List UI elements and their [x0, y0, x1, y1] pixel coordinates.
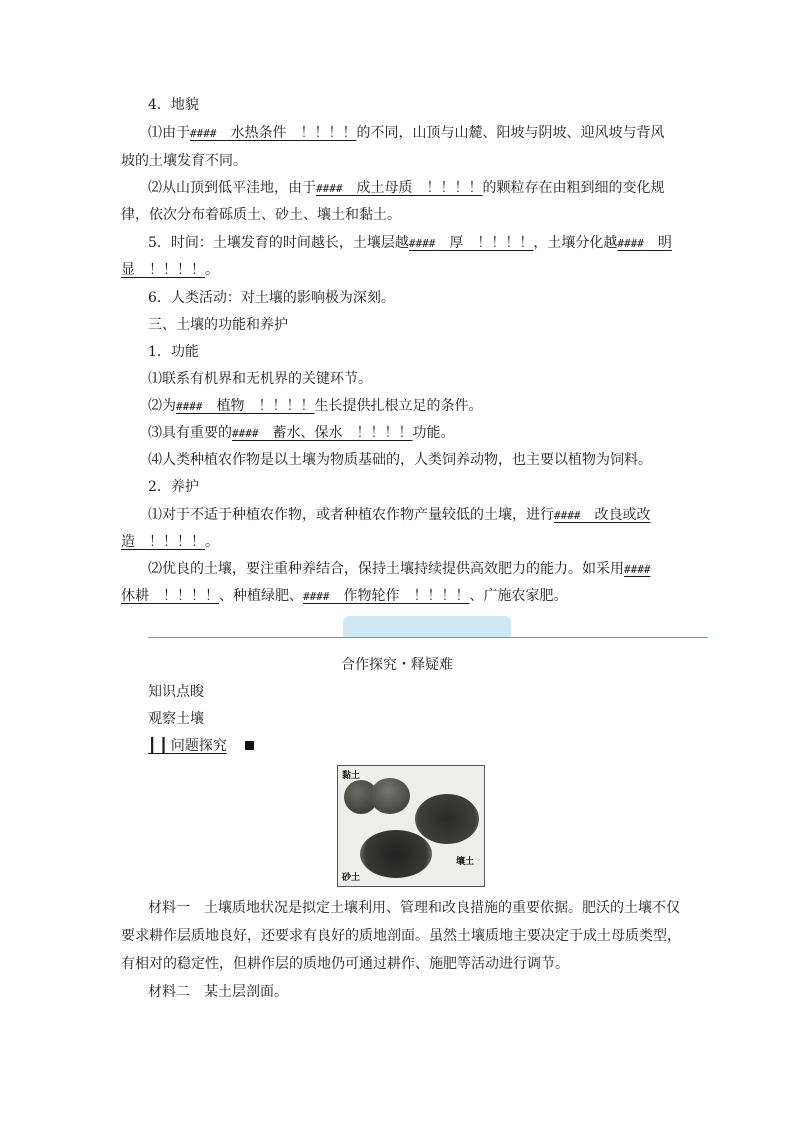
observe-label: 观察土壤	[148, 711, 204, 727]
answer-blank: 蓄水、保水 ！！！！	[258, 425, 413, 441]
section-tab-decoration	[343, 616, 511, 637]
subheading-landform: 4．地貌	[148, 97, 199, 113]
paragraph-line: ⑴对于不适于种植农作物，或者种植农作物产量较低的土壤，进行#### 改良或改	[148, 507, 651, 523]
paragraph-line: 显 ！！！！。	[121, 262, 219, 278]
paragraph-line: ⑷人类种植农作物是以土壤为物质基础的，人类饲养动物，也主要以植物为饲料。	[148, 452, 652, 468]
paragraph-line: 6．人类活动：对土壤的影响极为深刻。	[148, 290, 395, 306]
section-title: 合作探究・释疑难	[341, 657, 453, 673]
material-one-line: 材料一 土壤质地状况是拟定土壤利用、管理和改良措施的重要依据。肥沃的土壤不仅	[148, 900, 680, 916]
answer-blank: 水热条件 ！！！！	[216, 125, 357, 141]
paragraph-line: ⑴联系有机界和无机界的关键环节。	[148, 371, 372, 387]
answer-blank: 造 ！！！！	[121, 534, 205, 550]
answer-blank: 休耕 ！！！！	[121, 588, 219, 604]
paragraph-line: 5．时间：土壤发育的时间越长，土壤层越#### 厚 ！！！！，土壤分化越#### 明	[148, 235, 672, 251]
material-one-line: 要求耕作层质地良好，还要求有良好的质地剖面。虽然土壤质地主要决定于成土母质类型，	[121, 928, 681, 944]
paragraph-line: ⑶具有重要的#### 蓄水、保水 ！！！！功能。	[148, 425, 455, 441]
label-sand: 砂土	[342, 873, 361, 883]
loam-pile	[415, 794, 479, 844]
subheading-care: 2．养护	[148, 479, 199, 495]
section-heading: 三、土壤的功能和养护	[148, 317, 288, 333]
clay-sample	[370, 778, 410, 814]
section-divider	[148, 637, 708, 638]
paragraph-line: 休耕 ！！！！、种植绿肥、#### 作物轮作 ！！！！、广施农家肥。	[121, 588, 568, 604]
subheading-function: 1．功能	[148, 344, 199, 360]
knowledge-label: 知识点睃	[148, 684, 204, 700]
material-two-line: 材料二 某土层剖面。	[148, 984, 288, 1000]
bars-icon: ┃┃	[148, 738, 171, 754]
square-icon	[245, 741, 254, 750]
soil-samples-photo	[337, 765, 485, 887]
paragraph-line: 律，依次分布着砾质土、砂土、壤土和黏土。	[121, 207, 401, 223]
label-clay: 黏土	[342, 771, 361, 781]
problem-heading: ┃┃问题探究	[148, 736, 254, 756]
sand-pile	[360, 830, 432, 878]
label-loam: 壤土	[456, 857, 475, 867]
paragraph-line: ⑴由于#### 水热条件 ！！！！的不同，山顶与山麓、阳坡与阴坡、迎风坡与背风	[148, 125, 665, 141]
paragraph-line: ⑵优良的土壤，要注重种养结合，保持土壤持续提供高效肥力的能力。如采用####	[148, 561, 651, 577]
answer-blank: 显 ！！！！	[121, 262, 205, 278]
material-one-line: 有相对的稳定性，但耕作层的质地仍可通过耕作、施肥等活动进行调节。	[121, 956, 569, 972]
paragraph-line: ⑵为#### 植物 ！！！！生长提供扎根立足的条件。	[148, 398, 483, 414]
paragraph-line: 坡的土壤发育不同。	[121, 153, 247, 169]
answer-blank: 植物 ！！！！	[202, 398, 315, 414]
answer-blank: 厚 ！！！！	[435, 235, 534, 251]
paragraph-line: 造 ！！！！。	[121, 534, 219, 550]
answer-blank: 作物轮作 ！！！！	[329, 588, 470, 604]
paragraph-line: ⑵从山顶到低平洼地，由于#### 成土母质 ！！！！的颗粒存在由粗到细的变化规	[148, 180, 665, 196]
answer-blank: 成土母质 ！！！！	[342, 180, 483, 196]
